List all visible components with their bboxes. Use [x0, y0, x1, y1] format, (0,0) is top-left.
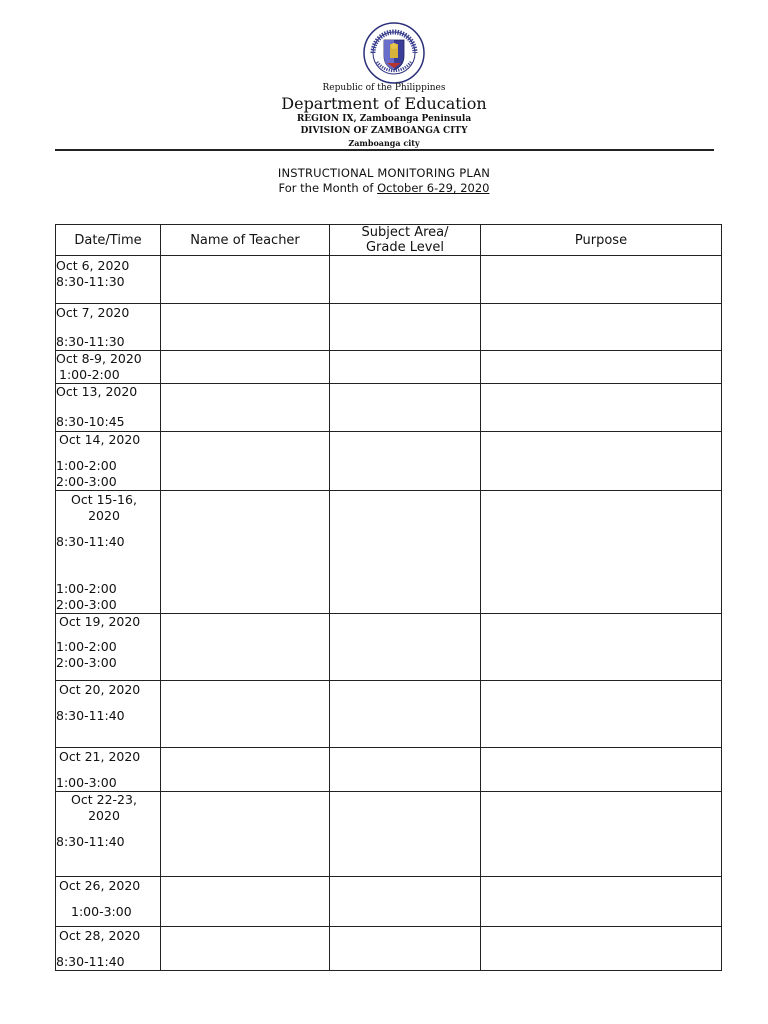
table-row	[56, 614, 722, 681]
date-time-cell: Oct 13, 2020 8:30-10:45	[56, 384, 161, 432]
table-row	[56, 748, 722, 792]
date-time-cell: Oct 7, 2020 8:30-11:30	[56, 304, 161, 351]
table-row	[56, 351, 722, 384]
subtitle-prefix: For the Month of	[278, 181, 378, 195]
subject-grade-cell[interactable]	[330, 681, 481, 748]
table-row	[56, 792, 722, 877]
subject-grade-cell[interactable]	[330, 748, 481, 792]
col-header-teacher: Name of Teacher	[161, 225, 330, 256]
subject-grade-cell[interactable]	[330, 491, 481, 614]
date-time-cell: Oct 21, 2020 1:00-3:00	[56, 748, 161, 792]
table-row	[56, 681, 722, 748]
teacher-cell[interactable]	[161, 304, 330, 351]
table-row	[56, 491, 722, 614]
date-time-cell: Oct 14, 2020 1:00-2:00 2:00-3:00	[56, 432, 161, 491]
plan-title: INSTRUCTIONAL MONITORING PLAN	[277, 166, 491, 180]
subject-grade-cell[interactable]	[330, 256, 481, 304]
purpose-cell[interactable]	[481, 748, 722, 792]
table-row	[56, 877, 722, 927]
city-line: Zamboanga city	[348, 138, 420, 148]
subject-grade-cell[interactable]	[330, 384, 481, 432]
teacher-cell[interactable]	[161, 748, 330, 792]
purpose-cell[interactable]	[481, 432, 722, 491]
purpose-cell[interactable]	[481, 927, 722, 971]
plan-subtitle	[0, 181, 768, 195]
purpose-cell[interactable]	[481, 491, 722, 614]
subject-grade-cell[interactable]	[330, 351, 481, 384]
subject-grade-cell[interactable]	[330, 927, 481, 971]
teacher-cell[interactable]	[161, 351, 330, 384]
date-time-cell: Oct 22-23, 2020 8:30-11:40	[56, 792, 161, 877]
date-time-cell: Oct 28, 2020 8:30-11:40	[56, 927, 161, 971]
department-title: Department of Education	[281, 94, 487, 113]
teacher-cell[interactable]	[161, 614, 330, 681]
table-row	[56, 384, 722, 432]
purpose-cell[interactable]	[481, 256, 722, 304]
subtitle-period: October 6-29, 2020	[377, 181, 490, 195]
table-row	[56, 432, 722, 491]
col-header-date-time: Date/Time	[56, 225, 161, 256]
teacher-cell[interactable]	[161, 491, 330, 614]
teacher-cell[interactable]	[161, 877, 330, 927]
purpose-cell[interactable]	[481, 792, 722, 877]
deped-seal-logo	[363, 22, 425, 84]
date-time-cell: Oct 26, 2020 1:00-3:00	[56, 877, 161, 927]
purpose-cell[interactable]	[481, 351, 722, 384]
purpose-cell[interactable]	[481, 877, 722, 927]
republic-line: Republic of the Philippines	[322, 83, 446, 93]
date-time-cell: Oct 15-16, 2020 8:30-11:40 1:00-2:00 2:00-3:00	[56, 491, 161, 614]
col-header-purpose: Purpose	[481, 225, 722, 256]
subject-grade-cell[interactable]	[330, 877, 481, 927]
subject-grade-cell[interactable]	[330, 304, 481, 351]
date-time-cell: Oct 8-9, 2020 1:00-2:00	[56, 351, 161, 384]
teacher-cell[interactable]	[161, 927, 330, 971]
subject-grade-cell[interactable]	[330, 614, 481, 681]
table-row	[56, 304, 722, 351]
teacher-cell[interactable]	[161, 432, 330, 491]
date-time-cell: Oct 20, 2020 8:30-11:40	[56, 681, 161, 748]
col-header-subject-grade: Subject Area/ Grade Level	[330, 225, 481, 256]
date-time-cell: Oct 19, 2020 1:00-2:00 2:00-3:00	[56, 614, 161, 681]
teacher-cell[interactable]	[161, 384, 330, 432]
subject-grade-cell[interactable]	[330, 792, 481, 877]
header-divider	[55, 149, 714, 151]
purpose-cell[interactable]	[481, 304, 722, 351]
subject-grade-cell[interactable]	[330, 432, 481, 491]
monitoring-table	[55, 224, 722, 971]
teacher-cell[interactable]	[161, 256, 330, 304]
division-line: DIVISION OF ZAMBOANGA CITY	[300, 126, 468, 136]
teacher-cell[interactable]	[161, 681, 330, 748]
table-row	[56, 927, 722, 971]
teacher-cell[interactable]	[161, 792, 330, 877]
date-time-cell: Oct 6, 2020 8:30-11:30	[56, 256, 161, 304]
purpose-cell[interactable]	[481, 681, 722, 748]
purpose-cell[interactable]	[481, 384, 722, 432]
table-header-row	[56, 225, 722, 256]
region-line: REGION IX, Zamboanga Peninsula	[296, 114, 472, 124]
table-row	[56, 256, 722, 304]
purpose-cell[interactable]	[481, 614, 722, 681]
